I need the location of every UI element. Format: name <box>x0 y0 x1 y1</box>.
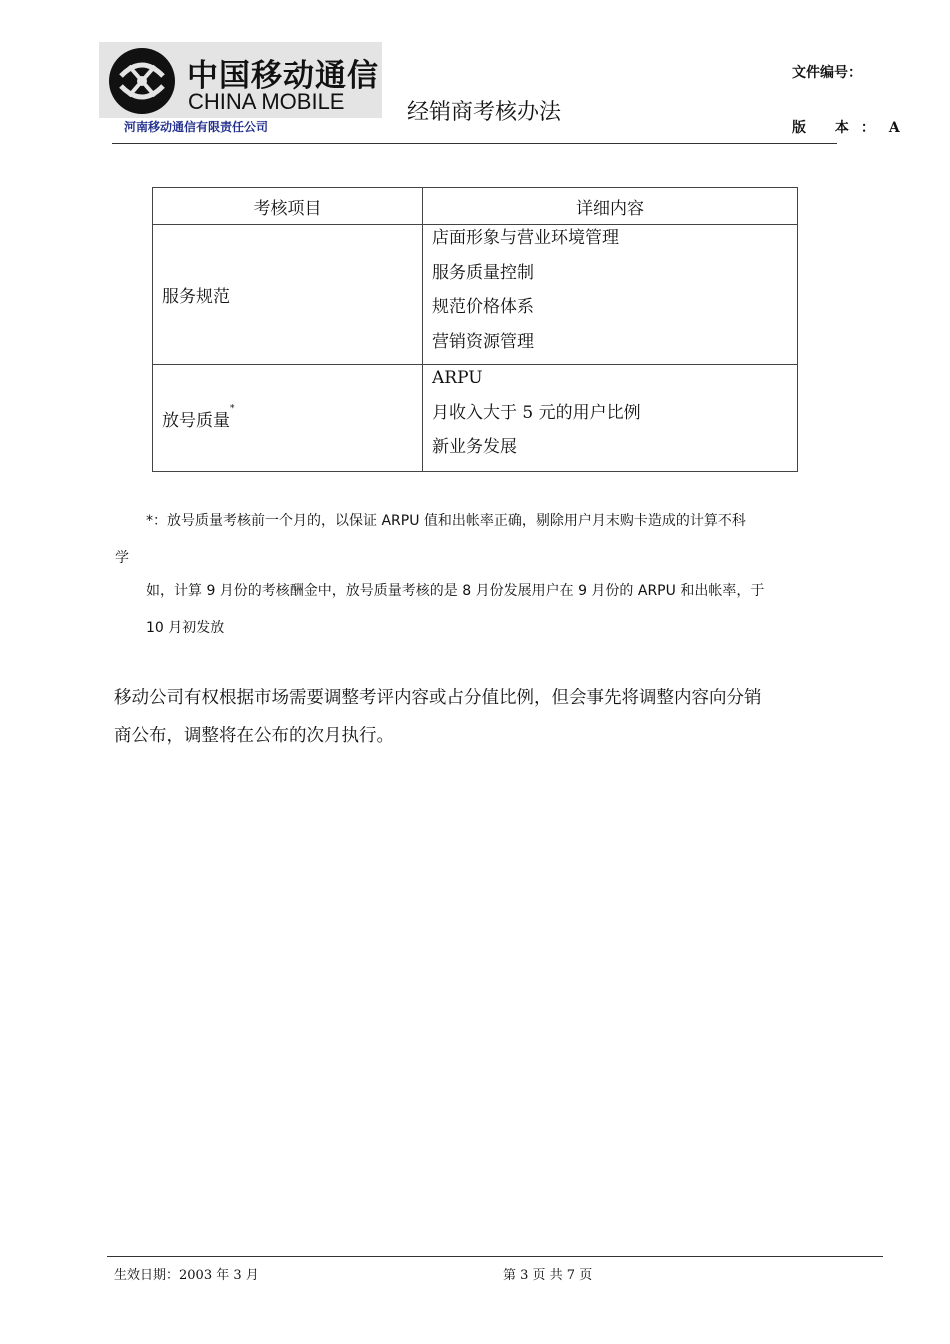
assessment-table <box>152 187 798 472</box>
version-label: 版 本： <box>792 120 887 136</box>
table-header-row <box>153 188 798 225</box>
page-number: 第 3 页 共 7 页 <box>503 1268 593 1283</box>
footnote-line: 如，计算 9 月份的考核酬金中，放号质量考核的是 8 月份发展用户在 9 月份的 ARPU 和出帐率，于 <box>146 583 765 599</box>
row-item-label: 放号质量 <box>162 410 230 431</box>
detail-line: 店面形象与营业环境管理 <box>432 228 619 248</box>
table-cell-item <box>153 365 423 472</box>
detail-line: 规范价格体系 <box>432 297 534 317</box>
detail-line: 营销资源管理 <box>432 331 534 352</box>
footnote-line: 10 月初发放 <box>146 620 225 636</box>
logo-english-text: CHINA MOBILE <box>188 89 345 114</box>
table-header-item: 考核项目 <box>153 188 423 225</box>
logo-chinese-text: 中国移动通信 <box>187 58 379 94</box>
detail-line: ARPU <box>432 368 483 388</box>
detail-line: 月收入大于 5 元的用户比例 <box>432 402 641 423</box>
company-name: 河南移动通信有限责任公司 <box>124 120 269 134</box>
body-paragraph-line: 移动公司有权根据市场需要调整考评内容或占分值比例，但会事先将调整内容向分销 <box>114 688 762 708</box>
detail-line: 新业务发展 <box>432 437 517 457</box>
version-field <box>792 117 900 137</box>
footer-divider <box>107 1256 883 1257</box>
company-logo <box>99 42 382 118</box>
document-title: 经销商考核办法 <box>407 100 562 125</box>
header-divider <box>112 143 837 144</box>
row-item-label: 服务规范 <box>162 287 230 307</box>
footnote-line: 学 <box>115 550 129 566</box>
table-cell-details <box>423 365 798 472</box>
china-mobile-logo-icon <box>107 46 177 116</box>
version-value: A <box>888 120 900 136</box>
table-cell-item <box>153 225 423 365</box>
footnote-line: *：放号质量考核前一个月的，以保证 ARPU 值和出帐率正确，剔除用户月末购卡造成的计算不科 <box>146 513 746 529</box>
footnote-marker: * <box>230 403 235 414</box>
table-row <box>153 225 798 365</box>
body-paragraph-line: 商公布，调整将在公布的次月执行。 <box>114 726 394 746</box>
table-row <box>153 365 798 472</box>
table-cell-details <box>423 225 798 365</box>
effective-date: 生效日期：2003 年 3 月 <box>114 1268 259 1283</box>
detail-line: 服务质量控制 <box>432 262 534 283</box>
file-number-label: 文件编号： <box>792 65 862 81</box>
table-header-detail: 详细内容 <box>423 188 798 225</box>
